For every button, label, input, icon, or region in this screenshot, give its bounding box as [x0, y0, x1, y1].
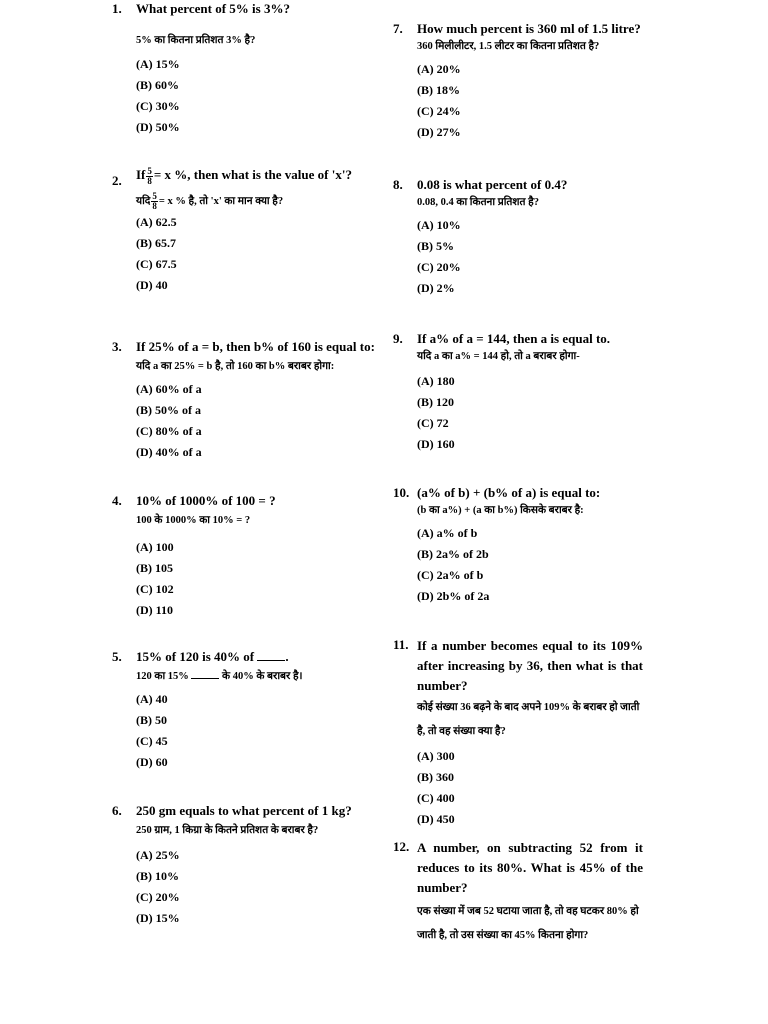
- question-number: 8.: [393, 177, 403, 192]
- option-a[interactable]: (A) 40: [136, 692, 168, 706]
- question-text-english: What percent of 5% is 3%?: [136, 1, 290, 16]
- options-list: [112, 379, 382, 463]
- question-number: 7.: [393, 21, 403, 36]
- question-text-hindi: 100 के 1000% का 10% = ?: [136, 515, 251, 526]
- option-b[interactable]: (B) 10%: [136, 869, 179, 883]
- question-text-hindi: 0.08, 0.4 का कितना प्रतिशत है?: [417, 197, 539, 208]
- option-b[interactable]: (B) 18%: [417, 83, 460, 97]
- question-1: [112, 0, 382, 138]
- option-c[interactable]: (C) 30%: [136, 99, 180, 113]
- question-8: [393, 176, 643, 299]
- option-b[interactable]: (B) 65.7: [136, 235, 176, 250]
- option-c[interactable]: (C) 400: [417, 791, 455, 805]
- question-number: 5.: [112, 649, 122, 664]
- option-a[interactable]: (A) 10%: [417, 218, 461, 232]
- option-b[interactable]: (B) 120: [417, 395, 454, 409]
- question-number: 11.: [393, 637, 409, 652]
- option-c[interactable]: (C) 67.5: [136, 256, 177, 271]
- answer-blank: [257, 660, 285, 661]
- options-list: [393, 523, 643, 607]
- question-text-english: If a% of a = 144, then a is equal to.: [417, 331, 611, 346]
- question-text-hindi: 360 मिलीलीटर, 1.5 लीटर का कितना प्रतिशत है?: [417, 41, 600, 52]
- question-5: [112, 648, 382, 773]
- option-c[interactable]: (C) 24%: [417, 104, 461, 118]
- option-b[interactable]: (B) 60%: [136, 78, 179, 92]
- options-list: [393, 371, 643, 455]
- options-list: [112, 54, 382, 138]
- options-list: [112, 537, 382, 621]
- question-text-hindi: यदि a का 25% = b है, तो 160 का b% बराबर होगा:: [136, 361, 335, 372]
- option-d[interactable]: (D) 160: [417, 437, 455, 451]
- question-text-english: If 25% of a = b, then b% of 160 is equal to:: [136, 339, 375, 354]
- question-text-hindi: कोई संख्या 36 बढ़ने के बाद अपने 109% के बराबर हो जाती है, तो वह संख्या क्या है?: [417, 702, 640, 737]
- option-c[interactable]: (C) 2a% of b: [417, 568, 484, 582]
- question-10: [393, 484, 643, 607]
- option-c[interactable]: (C) 45: [136, 734, 168, 748]
- question-3: [112, 338, 382, 463]
- option-a[interactable]: (A) 20%: [417, 62, 461, 76]
- option-c[interactable]: (C) 20%: [136, 890, 180, 904]
- option-c[interactable]: (C) 102: [136, 582, 174, 596]
- option-a[interactable]: (A) 180: [417, 374, 455, 388]
- question-text-english: If $\frac{5}{8}$ = x %, then what is the value of 'x'?: [136, 165, 352, 186]
- question-12: [393, 838, 643, 948]
- option-b[interactable]: (B) 2a% of 2b: [417, 547, 489, 561]
- option-d[interactable]: (D) 2%: [417, 281, 455, 295]
- option-a[interactable]: (A) 100: [136, 540, 174, 554]
- options-list: [112, 212, 382, 296]
- question-9: [393, 330, 643, 455]
- question-text-english: 10% of 1000% of 100 = ?: [136, 493, 276, 508]
- option-d[interactable]: (D) 27%: [417, 125, 461, 139]
- question-11: [393, 636, 643, 830]
- fraction: $\frac{5}{8}$: [147, 165, 152, 186]
- option-a[interactable]: (A) 62.5: [136, 214, 177, 229]
- option-b[interactable]: (B) 50% of a: [136, 403, 201, 417]
- option-a[interactable]: (A) 60% of a: [136, 382, 202, 396]
- option-d[interactable]: (D) 2b% of 2a: [417, 589, 490, 603]
- question-text-english: (a% of b) + (b% of a) is equal to:: [417, 485, 601, 500]
- option-a[interactable]: (A) 300: [417, 749, 455, 763]
- question-6: [112, 802, 382, 929]
- option-a[interactable]: (A) a% of b: [417, 526, 478, 540]
- option-d[interactable]: (D) 40% of a: [136, 445, 202, 459]
- question-number: 9.: [393, 331, 403, 346]
- question-text-hindi: 250 ग्राम, 1 किग्रा के कितने प्रतिशत के बराबर है?: [136, 825, 319, 836]
- options-list: [112, 689, 382, 773]
- question-text-hindi: यदि $\frac{5}{8}$ = x % है, तो 'x' का मान क्या है?: [136, 190, 284, 211]
- options-list: [112, 845, 382, 929]
- option-d[interactable]: (D) 60: [136, 755, 168, 769]
- question-text-english: How much percent is 360 ml of 1.5 litre?: [417, 21, 641, 36]
- answer-blank: [191, 678, 219, 679]
- question-7: [393, 20, 643, 143]
- option-a[interactable]: (A) 15%: [136, 57, 180, 71]
- question-number: 1.: [112, 1, 122, 16]
- option-d[interactable]: (D) 15%: [136, 911, 180, 925]
- question-text-english: A number, on subtracting 52 from it reduces to its 80%. What is 45% of the number?: [417, 840, 643, 895]
- question-text-english: 0.08 is what percent of 0.4?: [417, 177, 568, 192]
- question-number: 4.: [112, 493, 122, 508]
- option-b[interactable]: (B) 5%: [417, 239, 454, 253]
- option-b[interactable]: (B) 105: [136, 561, 173, 575]
- option-b[interactable]: (B) 360: [417, 770, 454, 784]
- question-number: 12.: [393, 839, 410, 854]
- question-number: 10.: [393, 485, 410, 500]
- question-2: [112, 166, 382, 296]
- fraction: $\frac{5}{8}$: [152, 190, 157, 211]
- option-d[interactable]: (D) 450: [417, 812, 455, 826]
- question-text-hindi: एक संख्या में जब 52 घटाया जाता है, तो वह घटकर 80% हो जाती है, तो उस संख्या का 45% कितना होगा?: [417, 906, 639, 941]
- question-4: [112, 492, 382, 621]
- options-list: [393, 746, 643, 830]
- option-d[interactable]: (D) 110: [136, 603, 173, 617]
- option-c[interactable]: (C) 20%: [417, 260, 461, 274]
- option-d[interactable]: (D) 50%: [136, 120, 180, 134]
- option-a[interactable]: (A) 25%: [136, 848, 180, 862]
- question-text-english: 15% of 120 is 40% of .: [136, 649, 289, 664]
- question-number: 2.: [112, 173, 122, 188]
- option-b[interactable]: (B) 50: [136, 713, 167, 727]
- question-text-hindi: 5% का कितना प्रतिशत 3% है?: [136, 35, 256, 46]
- question-text-hindi: (b का a%) + (a का b%) किसके बराबर है:: [417, 505, 584, 516]
- question-number: 6.: [112, 803, 122, 818]
- question-text-english: 250 gm equals to what percent of 1 kg?: [136, 803, 352, 818]
- option-c[interactable]: (C) 80% of a: [136, 424, 202, 438]
- question-text-hindi: 120 का 15% के 40% के बराबर है।: [136, 671, 303, 682]
- question-text-hindi: यदि a का a% = 144 हो, तो a बराबर होगा-: [417, 351, 580, 362]
- option-c[interactable]: (C) 72: [417, 416, 449, 430]
- options-list: [393, 59, 643, 143]
- question-number: 3.: [112, 339, 122, 354]
- options-list: [393, 215, 643, 299]
- question-text-english: If a number becomes equal to its 109% after increasing by 36, then what is that number?: [417, 638, 643, 693]
- option-d[interactable]: (D) 40: [136, 277, 168, 292]
